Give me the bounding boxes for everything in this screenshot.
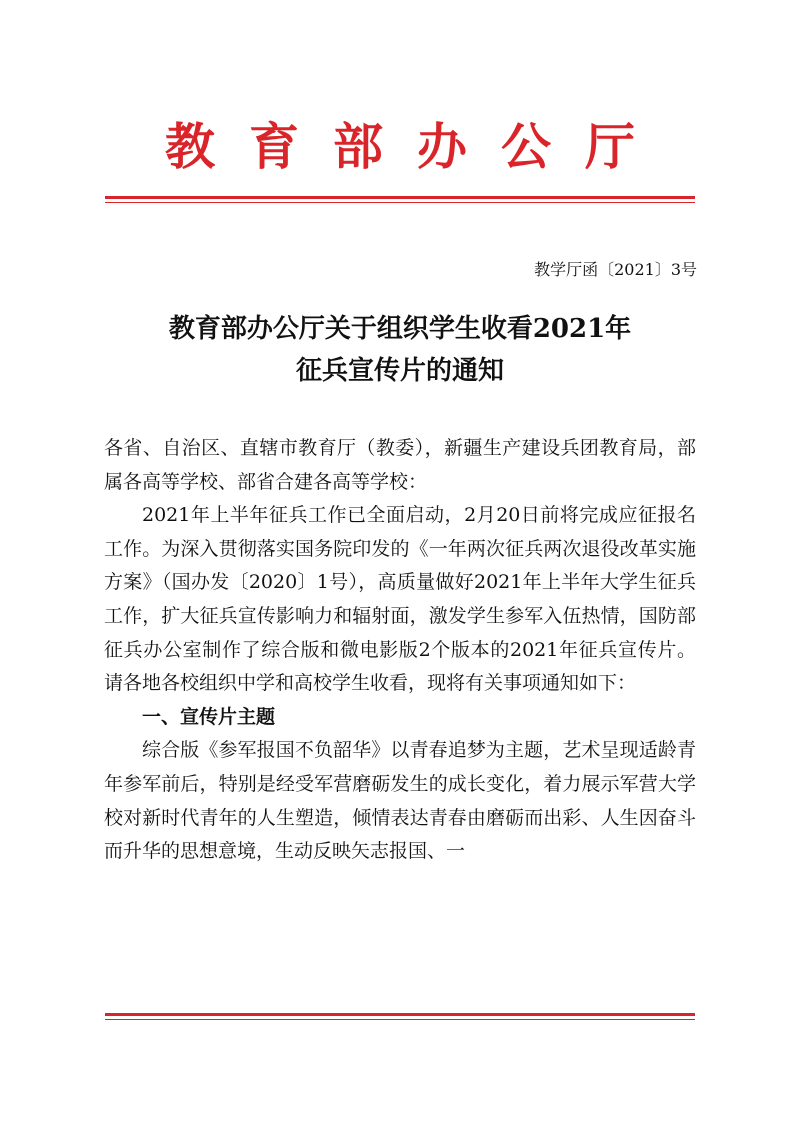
intro-paragraph: 2021年上半年征兵工作已全面启动，2月20日前将完成应征报名工作。为深入贯彻落实国务院印发的《一年两次征兵两次退役改革实施方案》（国办发〔2020〕1号），高质量做好2021年上半年大学生征兵工作，扩大征兵宣传影响力和辐射面，激发学生参军入伍热情，国防部征兵办公室制作了综合版和微电影版2个版本的2021年征兵宣传片。请各地各校组织中学和高校学生收看，现将有关事项通知如下： <box>104 504 696 695</box>
red-header-rule <box>105 196 695 203</box>
document-title <box>100 308 700 392</box>
masthead-title: 教育部办公厅 <box>165 117 669 176</box>
section-heading: 一、宣传片主题 <box>142 705 276 728</box>
red-footer-rule <box>105 1013 695 1020</box>
salutation: 各省、自治区、直辖市教育厅（教委），新疆生产建设兵团教育局，部属各高等学校、部省合建各高等学校： <box>104 437 696 493</box>
section-paragraph: 综合版《参军报国不负韶华》以青春追梦为主题，艺术呈现适龄青年参军前后，特别是经受军营磨砺发生的成长变化，着力展示军营大学校对新时代青年的人生塑造，倾情表达青春由磨砺而出彩、人生因奋斗而升华的思想意境，生动反映矢志报国、一 <box>104 739 696 863</box>
document-body <box>104 432 696 869</box>
title-line-2: 征兵宣传片的通知 <box>295 356 504 386</box>
document-number: 教学厅函〔2021〕3号 <box>534 260 697 279</box>
title-line-1: 教育部办公厅关于组织学生收看2021年 <box>168 314 632 344</box>
